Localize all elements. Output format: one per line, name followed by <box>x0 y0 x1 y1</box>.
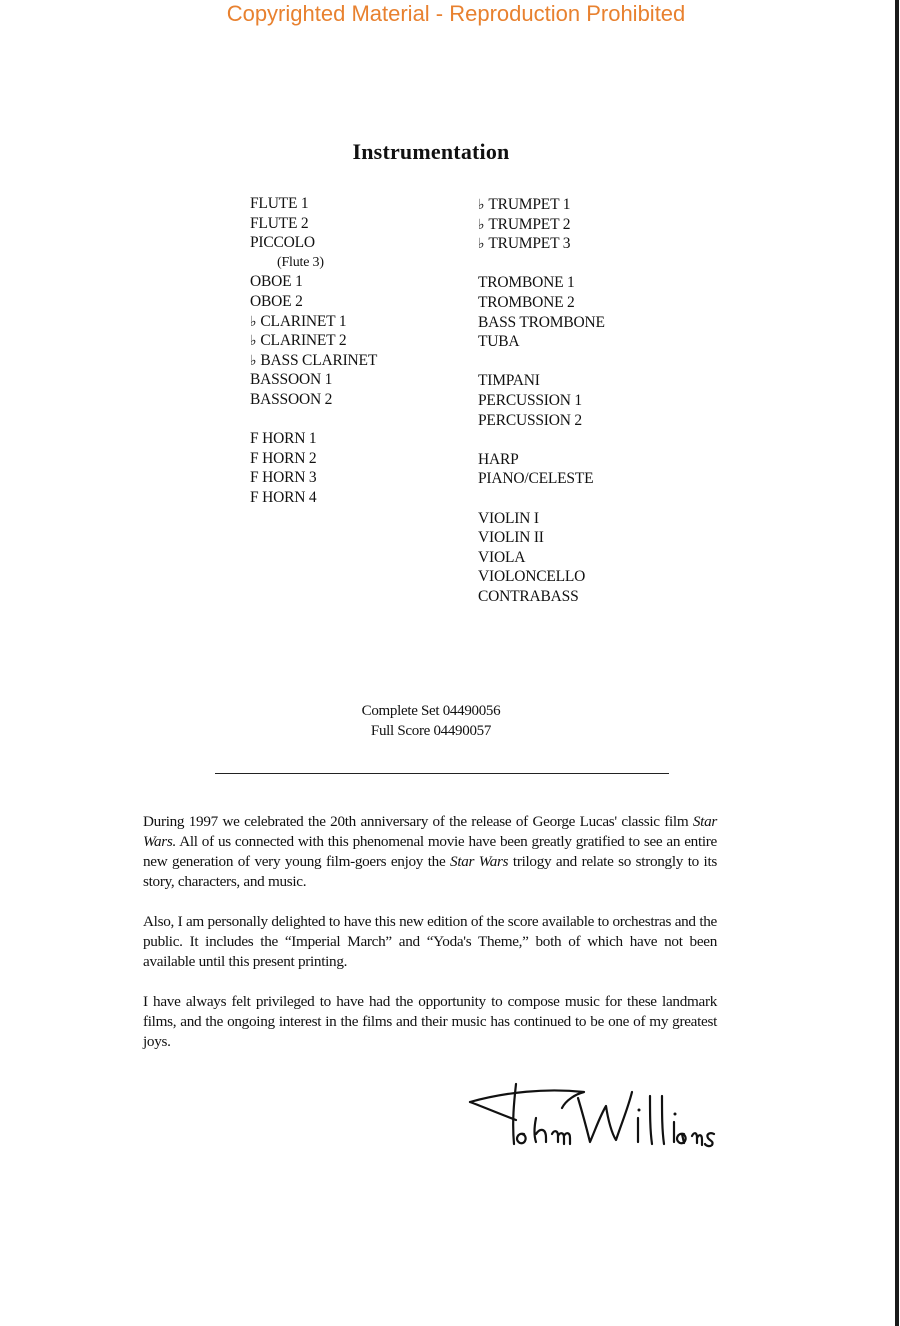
film-title: Star Wars <box>450 853 509 870</box>
instrument-label: PICCOLO <box>250 234 315 252</box>
paragraph-text: Also, I am personally delighted to have this new edition of the score available to orchestras and the public. It includes the “Imperial March” and “Yoda's Theme,” both of which have not been available until this present printing. <box>143 913 717 970</box>
instrument-contrabass <box>478 587 605 607</box>
section-gap <box>478 489 605 509</box>
instrument-f-horn-3 <box>250 468 377 488</box>
flat-symbol: ♭ <box>478 217 485 233</box>
flat-symbol: ♭ <box>250 314 257 330</box>
instrument-percussion-1 <box>478 391 605 411</box>
section-gap <box>478 254 605 274</box>
instrument-label: VIOLA <box>478 548 526 566</box>
section-gap <box>478 430 605 450</box>
instrument-label: HARP <box>478 450 519 468</box>
instrument-label: VIOLONCELLO <box>478 568 586 586</box>
complete-set-number: Complete Set 04490056 <box>361 703 501 719</box>
instrument-oboe-1 <box>250 272 377 292</box>
instrument-label: OBOE 1 <box>250 273 303 291</box>
paragraph-text: All of us connected with this phenomenal movie have been greatly gratified to see an entire new generation of very young film-goers enjoy the <box>143 833 717 870</box>
section-gap <box>250 410 377 430</box>
instrument-piano-celeste <box>478 469 605 489</box>
instrument-label: TRUMPET 1 <box>488 196 571 213</box>
composer-note <box>143 812 717 1072</box>
instrument-label: TROMBONE 2 <box>478 293 575 311</box>
instrument-piccolo-note <box>250 253 377 273</box>
catalog-numbers <box>0 702 862 741</box>
signature <box>466 1078 716 1154</box>
instrument-label: PERCUSSION 1 <box>478 391 582 409</box>
instrument-harp <box>478 450 605 470</box>
instrument-label: PIANO/CELESTE <box>478 470 594 488</box>
section-gap <box>478 352 605 372</box>
instrument-label: F HORN 1 <box>250 430 317 448</box>
instrument-label: CLARINET 2 <box>260 332 347 350</box>
instrument-tuba <box>478 332 605 352</box>
flat-symbol: ♭ <box>250 334 257 350</box>
instrument-label: BASSOON 1 <box>250 371 333 389</box>
instrument-trombone-2 <box>478 293 605 313</box>
instrument-trumpet-3 <box>478 234 605 254</box>
instrument-label: CONTRABASS <box>478 587 579 605</box>
instrument-label: FLUTE 1 <box>250 195 309 212</box>
instrument-clarinet-2 <box>250 331 377 351</box>
paragraph-1 <box>143 812 717 892</box>
instrument-label: F HORN 2 <box>250 449 317 467</box>
instrument-oboe-2 <box>250 292 377 312</box>
paragraph-text: trilogy and relate so strongly to its story, characters, and music. <box>143 853 717 890</box>
instrument-f-horn-4 <box>250 488 377 508</box>
instrument-label: F HORN 3 <box>250 469 317 487</box>
flat-symbol: ♭ <box>250 353 257 369</box>
instrument-viola <box>478 548 605 568</box>
instrument-flute-2 <box>250 214 377 234</box>
instrument-bass-clarinet <box>250 351 377 371</box>
instrument-clarinet-1 <box>250 312 377 332</box>
flat-symbol: ♭ <box>478 237 485 253</box>
page-edge <box>895 0 899 1326</box>
flat-symbol: ♭ <box>478 198 485 213</box>
instrument-list-left <box>250 194 377 508</box>
instrument-label: FLUTE 2 <box>250 214 309 232</box>
instrument-label: TRUMPET 2 <box>488 215 571 233</box>
instrument-label: TRUMPET 3 <box>488 235 571 253</box>
page-title: Instrumentation <box>352 139 510 164</box>
instrument-label: VIOLIN I <box>478 509 539 527</box>
film-title: Star Wars. <box>143 813 717 850</box>
paragraph-text: I have always felt privileged to have had the opportunity to compose music for these landmark films, and the ongoing interest in the films and their music has continued to be one of my greatest joys. <box>143 993 717 1050</box>
instrument-label: TUBA <box>478 333 520 351</box>
instrument-label: F HORN 4 <box>250 488 317 506</box>
paragraph-text: During 1997 we celebrated the 20th anniversary of the release of George Lucas' classic film <box>143 813 693 830</box>
paragraph-2 <box>143 912 717 972</box>
instrument-trumpet-1 <box>478 195 605 215</box>
instrument-violin-1 <box>478 509 605 529</box>
instrument-label: BASS TROMBONE <box>478 313 605 331</box>
instrument-f-horn-2 <box>250 449 377 469</box>
instrument-violoncello <box>478 567 605 587</box>
instrument-bass-trombone <box>478 313 605 333</box>
instrument-label: (Flute 3) <box>277 254 324 270</box>
instrument-label: PERCUSSION 2 <box>478 411 582 429</box>
instrument-label: TIMPANI <box>478 372 540 390</box>
instrument-flute-1 <box>250 194 377 214</box>
instrument-timpani <box>478 371 605 391</box>
instrument-label: OBOE 2 <box>250 292 303 310</box>
instrument-bassoon-1 <box>250 370 377 390</box>
instrument-piccolo <box>250 233 377 253</box>
instrument-list-right <box>478 195 605 606</box>
paragraph-3 <box>143 992 717 1052</box>
copyright-watermark: Copyrighted Material - Reproduction Prohibited <box>226 1 686 26</box>
instrument-label: VIOLIN II <box>478 529 544 547</box>
full-score-number: Full Score 04490057 <box>370 722 492 739</box>
instrument-bassoon-2 <box>250 390 377 410</box>
instrument-label: CLARINET 1 <box>260 312 347 330</box>
instrument-percussion-2 <box>478 411 605 431</box>
instrument-trombone-1 <box>478 273 605 293</box>
instrument-f-horn-1 <box>250 429 377 449</box>
signature-drawing <box>466 1078 716 1154</box>
instrument-violin-2 <box>478 528 605 548</box>
instrument-label: TROMBONE 1 <box>478 274 575 292</box>
divider-rule <box>215 773 669 774</box>
instrument-label: BASS CLARINET <box>260 351 378 369</box>
instrument-label: BASSOON 2 <box>250 390 333 408</box>
instrument-trumpet-2 <box>478 215 605 235</box>
